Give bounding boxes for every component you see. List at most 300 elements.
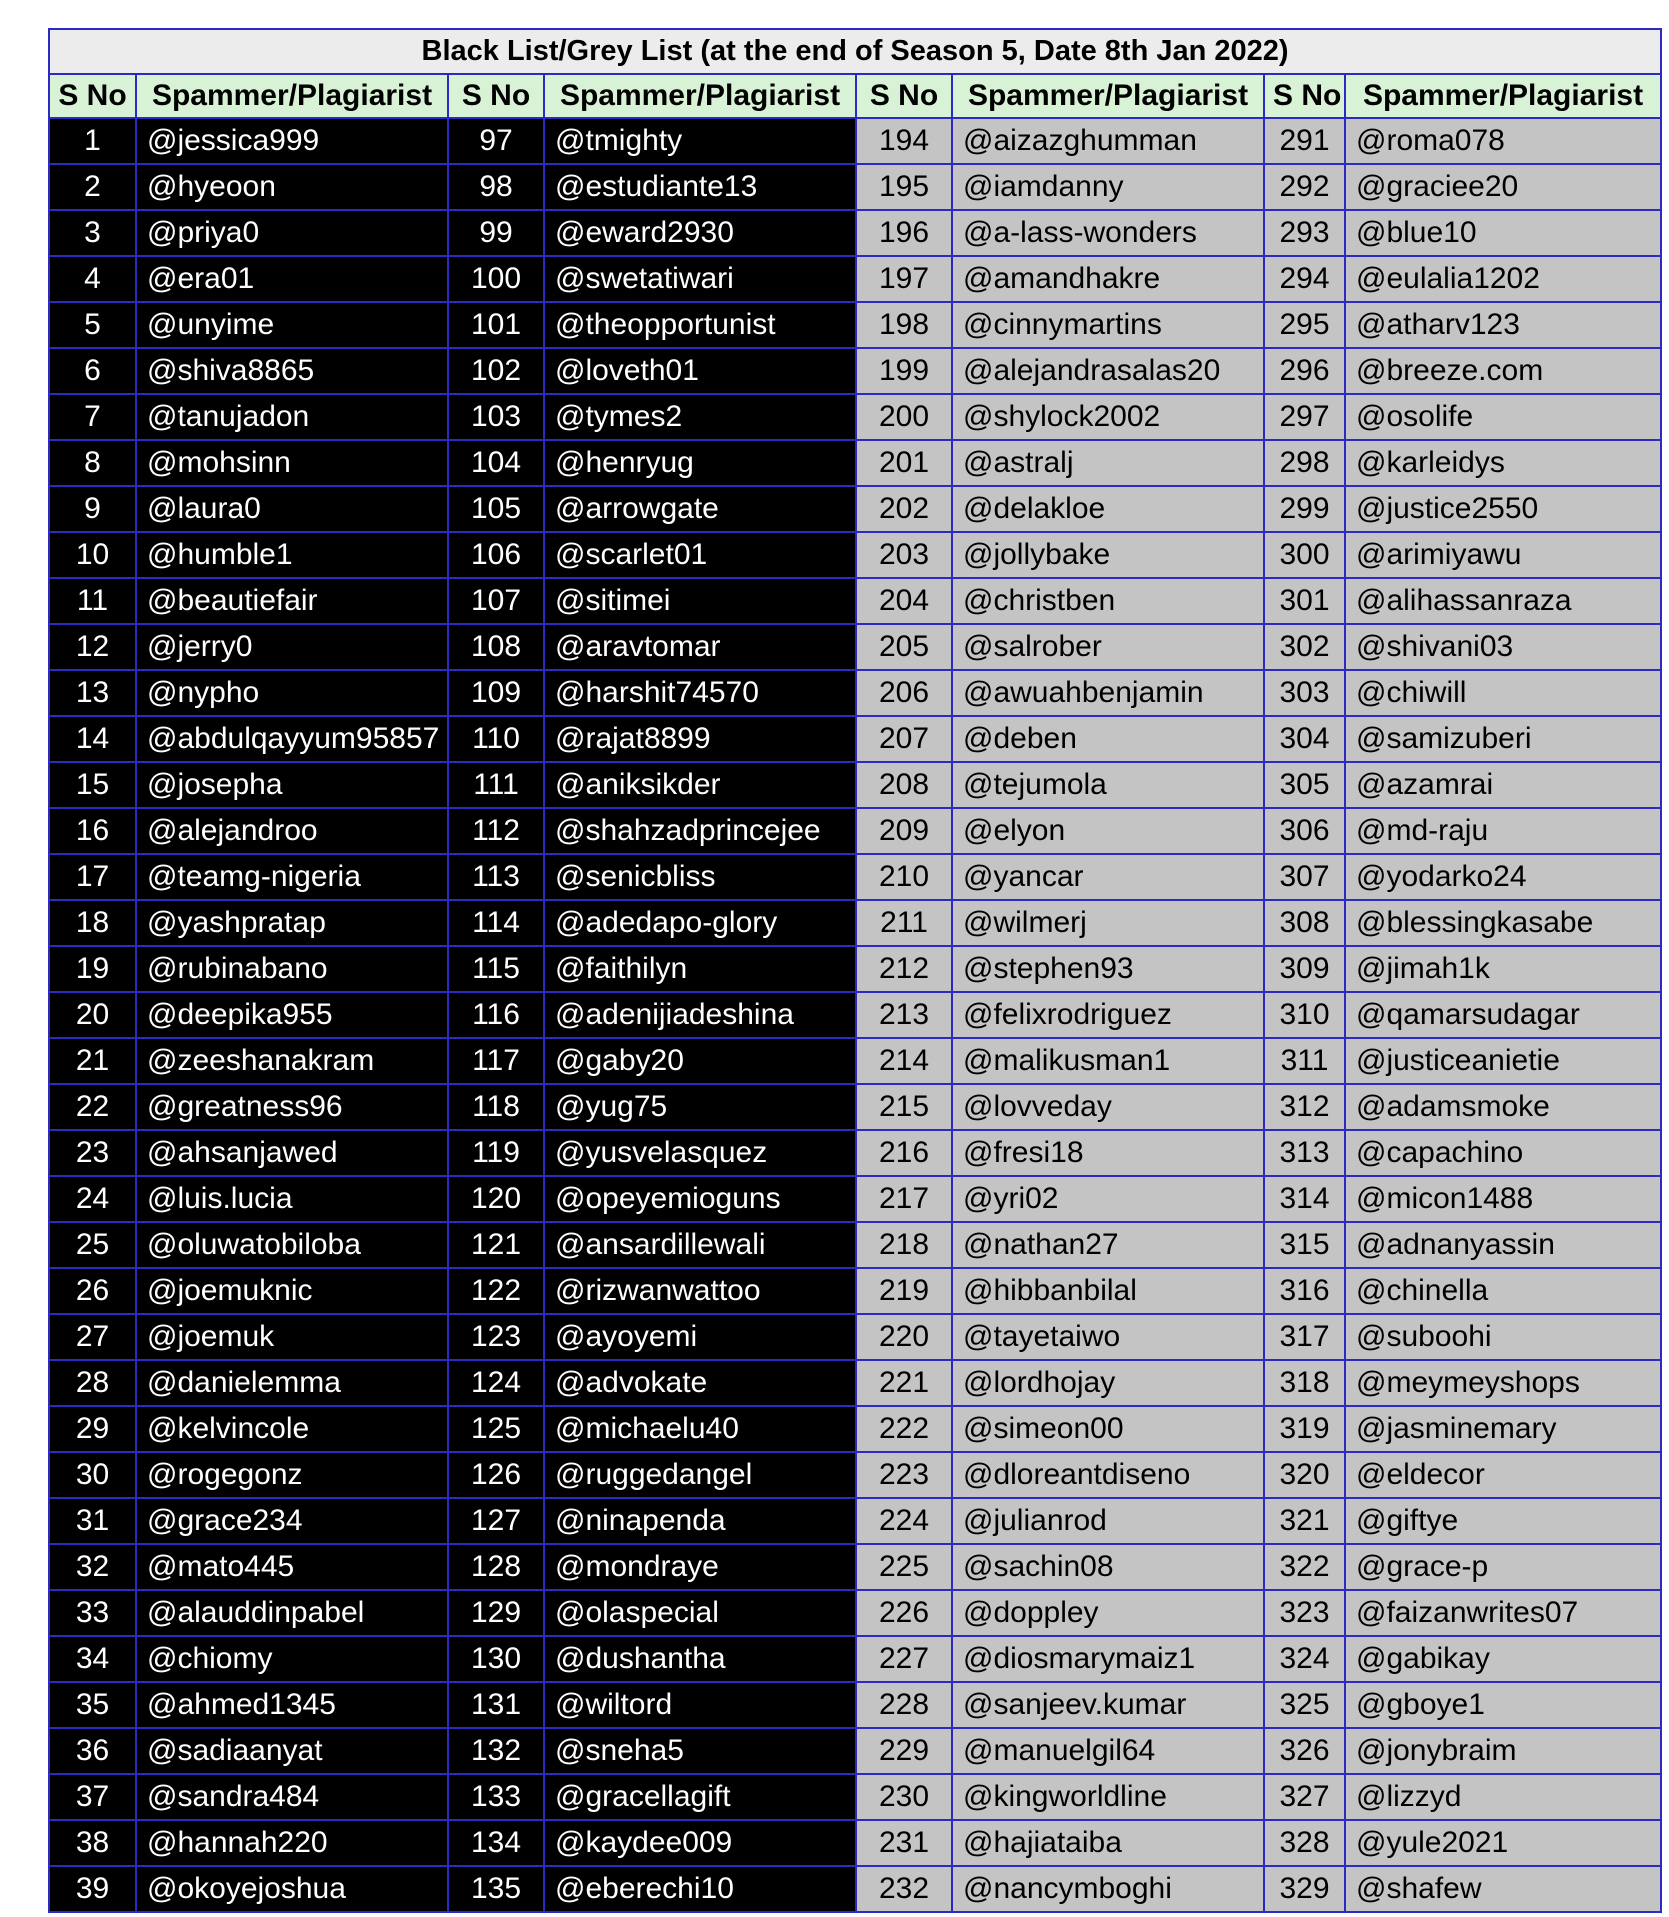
table-row	[49, 348, 1661, 394]
table-row	[49, 302, 1661, 348]
username-cell: @nathan27	[952, 1222, 1264, 1268]
serial-number-cell: 3	[49, 210, 136, 256]
username-cell: @delakloe	[952, 486, 1264, 532]
serial-number-cell: 307	[1264, 854, 1345, 900]
serial-number-cell: 26	[49, 1268, 136, 1314]
username-cell: @iamdanny	[952, 164, 1264, 210]
username-cell: @manuelgil64	[952, 1728, 1264, 1774]
serial-number-cell: 323	[1264, 1590, 1345, 1636]
username-cell: @kelvincole	[136, 1406, 448, 1452]
username-cell: @blue10	[1345, 210, 1661, 256]
username-cell: @a-lass-wonders	[952, 210, 1264, 256]
username-cell: @elyon	[952, 808, 1264, 854]
serial-number-cell: 221	[856, 1360, 952, 1406]
serial-number-cell: 98	[448, 164, 544, 210]
username-cell: @sanjeev.kumar	[952, 1682, 1264, 1728]
table-row	[49, 1590, 1661, 1636]
serial-number-cell: 19	[49, 946, 136, 992]
username-cell: @opeyemioguns	[544, 1176, 856, 1222]
serial-number-cell: 220	[856, 1314, 952, 1360]
table-row	[49, 1452, 1661, 1498]
serial-number-cell: 204	[856, 578, 952, 624]
serial-number-cell: 5	[49, 302, 136, 348]
username-cell: @micon1488	[1345, 1176, 1661, 1222]
serial-number-cell: 203	[856, 532, 952, 578]
table-row	[49, 394, 1661, 440]
serial-number-cell: 224	[856, 1498, 952, 1544]
serial-number-cell: 28	[49, 1360, 136, 1406]
username-cell: @rubinabano	[136, 946, 448, 992]
serial-number-cell: 6	[49, 348, 136, 394]
serial-number-cell: 327	[1264, 1774, 1345, 1820]
serial-number-cell: 316	[1264, 1268, 1345, 1314]
serial-number-cell: 325	[1264, 1682, 1345, 1728]
username-cell: @azamrai	[1345, 762, 1661, 808]
username-cell: @aravtomar	[544, 624, 856, 670]
username-cell: @sneha5	[544, 1728, 856, 1774]
serial-number-cell: 296	[1264, 348, 1345, 394]
username-cell: @humble1	[136, 532, 448, 578]
username-cell: @eulalia1202	[1345, 256, 1661, 302]
serial-number-cell: 314	[1264, 1176, 1345, 1222]
username-cell: @astralj	[952, 440, 1264, 486]
username-cell: @tanujadon	[136, 394, 448, 440]
header-sno: S No	[448, 74, 544, 118]
serial-number-cell: 4	[49, 256, 136, 302]
serial-number-cell: 32	[49, 1544, 136, 1590]
username-cell: @tmighty	[544, 118, 856, 164]
username-cell: @joemuknic	[136, 1268, 448, 1314]
serial-number-cell: 309	[1264, 946, 1345, 992]
username-cell: @estudiante13	[544, 164, 856, 210]
username-cell: @ayoyemi	[544, 1314, 856, 1360]
serial-number-cell: 329	[1264, 1866, 1345, 1912]
username-cell: @loveth01	[544, 348, 856, 394]
blacklist-sheet	[48, 28, 1660, 1913]
username-cell: @simeon00	[952, 1406, 1264, 1452]
username-cell: @deben	[952, 716, 1264, 762]
username-cell: @scarlet01	[544, 532, 856, 578]
serial-number-cell: 219	[856, 1268, 952, 1314]
username-cell: @chiomy	[136, 1636, 448, 1682]
username-cell: @capachino	[1345, 1130, 1661, 1176]
serial-number-cell: 99	[448, 210, 544, 256]
username-cell: @luis.lucia	[136, 1176, 448, 1222]
serial-number-cell: 196	[856, 210, 952, 256]
table-row	[49, 854, 1661, 900]
serial-number-cell: 202	[856, 486, 952, 532]
serial-number-cell: 317	[1264, 1314, 1345, 1360]
serial-number-cell: 121	[448, 1222, 544, 1268]
table-row	[49, 1130, 1661, 1176]
username-cell: @jimah1k	[1345, 946, 1661, 992]
serial-number-cell: 119	[448, 1130, 544, 1176]
username-cell: @justice2550	[1345, 486, 1661, 532]
serial-number-cell: 308	[1264, 900, 1345, 946]
serial-number-cell: 102	[448, 348, 544, 394]
table-row	[49, 210, 1661, 256]
title-row	[49, 29, 1661, 74]
serial-number-cell: 14	[49, 716, 136, 762]
table-row	[49, 900, 1661, 946]
serial-number-cell: 295	[1264, 302, 1345, 348]
serial-number-cell: 114	[448, 900, 544, 946]
serial-number-cell: 205	[856, 624, 952, 670]
username-cell: @theopportunist	[544, 302, 856, 348]
username-cell: @rajat8899	[544, 716, 856, 762]
username-cell: @era01	[136, 256, 448, 302]
username-cell: @tymes2	[544, 394, 856, 440]
serial-number-cell: 217	[856, 1176, 952, 1222]
username-cell: @nancymboghi	[952, 1866, 1264, 1912]
serial-number-cell: 103	[448, 394, 544, 440]
username-cell: @ansardillewali	[544, 1222, 856, 1268]
serial-number-cell: 105	[448, 486, 544, 532]
serial-number-cell: 18	[49, 900, 136, 946]
serial-number-cell: 106	[448, 532, 544, 578]
table-row	[49, 762, 1661, 808]
username-cell: @cinnymartins	[952, 302, 1264, 348]
serial-number-cell: 25	[49, 1222, 136, 1268]
username-cell: @suboohi	[1345, 1314, 1661, 1360]
serial-number-cell: 112	[448, 808, 544, 854]
username-cell: @harshit74570	[544, 670, 856, 716]
serial-number-cell: 230	[856, 1774, 952, 1820]
username-cell: @michaelu40	[544, 1406, 856, 1452]
serial-number-cell: 131	[448, 1682, 544, 1728]
username-cell: @mondraye	[544, 1544, 856, 1590]
serial-number-cell: 195	[856, 164, 952, 210]
username-cell: @felixrodriguez	[952, 992, 1264, 1038]
table-row	[49, 1268, 1661, 1314]
username-cell: @gaby20	[544, 1038, 856, 1084]
username-cell: @ruggedangel	[544, 1452, 856, 1498]
username-cell: @atharv123	[1345, 302, 1661, 348]
username-cell: @aizazghumman	[952, 118, 1264, 164]
serial-number-cell: 13	[49, 670, 136, 716]
username-cell: @danielemma	[136, 1360, 448, 1406]
table-row	[49, 1084, 1661, 1130]
serial-number-cell: 10	[49, 532, 136, 578]
serial-number-cell: 101	[448, 302, 544, 348]
serial-number-cell: 199	[856, 348, 952, 394]
serial-number-cell: 292	[1264, 164, 1345, 210]
username-cell: @jerry0	[136, 624, 448, 670]
username-cell: @yancar	[952, 854, 1264, 900]
serial-number-cell: 110	[448, 716, 544, 762]
username-cell: @josepha	[136, 762, 448, 808]
username-cell: @hannah220	[136, 1820, 448, 1866]
username-cell: @shivani03	[1345, 624, 1661, 670]
serial-number-cell: 134	[448, 1820, 544, 1866]
serial-number-cell: 37	[49, 1774, 136, 1820]
table-row	[49, 1176, 1661, 1222]
header-sno: S No	[49, 74, 136, 118]
username-cell: @christben	[952, 578, 1264, 624]
serial-number-cell: 293	[1264, 210, 1345, 256]
username-cell: @qamarsudagar	[1345, 992, 1661, 1038]
serial-number-cell: 223	[856, 1452, 952, 1498]
username-cell: @shahzadprincejee	[544, 808, 856, 854]
username-cell: @shiva8865	[136, 348, 448, 394]
username-cell: @senicbliss	[544, 854, 856, 900]
serial-number-cell: 129	[448, 1590, 544, 1636]
username-cell: @advokate	[544, 1360, 856, 1406]
serial-number-cell: 326	[1264, 1728, 1345, 1774]
username-cell: @nypho	[136, 670, 448, 716]
serial-number-cell: 208	[856, 762, 952, 808]
username-cell: @unyime	[136, 302, 448, 348]
username-cell: @chiwill	[1345, 670, 1661, 716]
username-cell: @chinella	[1345, 1268, 1661, 1314]
username-cell: @adnanyassin	[1345, 1222, 1661, 1268]
serial-number-cell: 310	[1264, 992, 1345, 1038]
username-cell: @arimiyawu	[1345, 532, 1661, 578]
username-cell: @jonybraim	[1345, 1728, 1661, 1774]
serial-number-cell: 8	[49, 440, 136, 486]
username-cell: @giftye	[1345, 1498, 1661, 1544]
table-row	[49, 992, 1661, 1038]
table-row	[49, 1498, 1661, 1544]
serial-number-cell: 123	[448, 1314, 544, 1360]
username-cell: @laura0	[136, 486, 448, 532]
serial-number-cell: 297	[1264, 394, 1345, 440]
serial-number-cell: 127	[448, 1498, 544, 1544]
serial-number-cell: 120	[448, 1176, 544, 1222]
username-cell: @grace234	[136, 1498, 448, 1544]
table-row	[49, 1636, 1661, 1682]
username-cell: @shylock2002	[952, 394, 1264, 440]
serial-number-cell: 232	[856, 1866, 952, 1912]
serial-number-cell: 17	[49, 854, 136, 900]
username-cell: @faizanwrites07	[1345, 1590, 1661, 1636]
table-row	[49, 1820, 1661, 1866]
serial-number-cell: 33	[49, 1590, 136, 1636]
serial-number-cell: 214	[856, 1038, 952, 1084]
serial-number-cell: 132	[448, 1728, 544, 1774]
header-name: Spammer/Plagiarist	[544, 74, 856, 118]
table-row	[49, 532, 1661, 578]
username-cell: @adenijiadeshina	[544, 992, 856, 1038]
username-cell: @sachin08	[952, 1544, 1264, 1590]
username-cell: @tejumola	[952, 762, 1264, 808]
table-row	[49, 946, 1661, 992]
serial-number-cell: 197	[856, 256, 952, 302]
serial-number-cell: 225	[856, 1544, 952, 1590]
username-cell: @rizwanwattoo	[544, 1268, 856, 1314]
serial-number-cell: 2	[49, 164, 136, 210]
username-cell: @yri02	[952, 1176, 1264, 1222]
serial-number-cell: 298	[1264, 440, 1345, 486]
table-row	[49, 716, 1661, 762]
serial-number-cell: 27	[49, 1314, 136, 1360]
serial-number-cell: 322	[1264, 1544, 1345, 1590]
username-cell: @wiltord	[544, 1682, 856, 1728]
serial-number-cell: 315	[1264, 1222, 1345, 1268]
serial-number-cell: 222	[856, 1406, 952, 1452]
username-cell: @sadiaanyat	[136, 1728, 448, 1774]
username-cell: @olaspecial	[544, 1590, 856, 1636]
username-cell: @arrowgate	[544, 486, 856, 532]
username-cell: @lizzyd	[1345, 1774, 1661, 1820]
serial-number-cell: 20	[49, 992, 136, 1038]
serial-number-cell: 21	[49, 1038, 136, 1084]
serial-number-cell: 7	[49, 394, 136, 440]
serial-number-cell: 116	[448, 992, 544, 1038]
username-cell: @yusvelasquez	[544, 1130, 856, 1176]
username-cell: @dushantha	[544, 1636, 856, 1682]
serial-number-cell: 209	[856, 808, 952, 854]
username-cell: @yule2021	[1345, 1820, 1661, 1866]
serial-number-cell: 108	[448, 624, 544, 670]
serial-number-cell: 39	[49, 1866, 136, 1912]
username-cell: @sandra484	[136, 1774, 448, 1820]
table-row	[49, 1866, 1661, 1912]
username-cell: @aniksikder	[544, 762, 856, 808]
username-cell: @graciee20	[1345, 164, 1661, 210]
username-cell: @hyeoon	[136, 164, 448, 210]
serial-number-cell: 115	[448, 946, 544, 992]
serial-number-cell: 12	[49, 624, 136, 670]
serial-number-cell: 128	[448, 1544, 544, 1590]
serial-number-cell: 328	[1264, 1820, 1345, 1866]
username-cell: @alihassanraza	[1345, 578, 1661, 624]
table-row	[49, 670, 1661, 716]
serial-number-cell: 227	[856, 1636, 952, 1682]
username-cell: @yodarko24	[1345, 854, 1661, 900]
serial-number-cell: 29	[49, 1406, 136, 1452]
serial-number-cell: 126	[448, 1452, 544, 1498]
username-cell: @okoyejoshua	[136, 1866, 448, 1912]
serial-number-cell: 11	[49, 578, 136, 624]
username-cell: @rogegonz	[136, 1452, 448, 1498]
username-cell: @eward2930	[544, 210, 856, 256]
serial-number-cell: 200	[856, 394, 952, 440]
serial-number-cell: 312	[1264, 1084, 1345, 1130]
serial-number-cell: 9	[49, 486, 136, 532]
serial-number-cell: 306	[1264, 808, 1345, 854]
username-cell: @jessica999	[136, 118, 448, 164]
username-cell: @kaydee009	[544, 1820, 856, 1866]
serial-number-cell: 299	[1264, 486, 1345, 532]
serial-number-cell: 313	[1264, 1130, 1345, 1176]
serial-number-cell: 31	[49, 1498, 136, 1544]
username-cell: @faithilyn	[544, 946, 856, 992]
serial-number-cell: 118	[448, 1084, 544, 1130]
username-cell: @greatness96	[136, 1084, 448, 1130]
username-cell: @henryug	[544, 440, 856, 486]
username-cell: @amandhakre	[952, 256, 1264, 302]
username-cell: @gabikay	[1345, 1636, 1661, 1682]
serial-number-cell: 294	[1264, 256, 1345, 302]
serial-number-cell: 212	[856, 946, 952, 992]
serial-number-cell: 125	[448, 1406, 544, 1452]
serial-number-cell: 35	[49, 1682, 136, 1728]
serial-number-cell: 124	[448, 1360, 544, 1406]
serial-number-cell: 303	[1264, 670, 1345, 716]
serial-number-cell: 213	[856, 992, 952, 1038]
serial-number-cell: 231	[856, 1820, 952, 1866]
serial-number-cell: 100	[448, 256, 544, 302]
username-cell: @salrober	[952, 624, 1264, 670]
username-cell: @mato445	[136, 1544, 448, 1590]
username-cell: @lovveday	[952, 1084, 1264, 1130]
username-cell: @samizuberi	[1345, 716, 1661, 762]
username-cell: @adedapo-glory	[544, 900, 856, 946]
table-row	[49, 1222, 1661, 1268]
username-cell: @deepika955	[136, 992, 448, 1038]
username-cell: @hajiataiba	[952, 1820, 1264, 1866]
serial-number-cell: 228	[856, 1682, 952, 1728]
serial-number-cell: 291	[1264, 118, 1345, 164]
username-cell: @roma078	[1345, 118, 1661, 164]
username-cell: @kingworldline	[952, 1774, 1264, 1820]
table-row	[49, 440, 1661, 486]
table-title: Black List/Grey List (at the end of Season 5, Date 8th Jan 2022)	[49, 29, 1661, 74]
username-cell: @ahsanjawed	[136, 1130, 448, 1176]
serial-number-cell: 318	[1264, 1360, 1345, 1406]
serial-number-cell: 97	[448, 118, 544, 164]
table-row	[49, 256, 1661, 302]
username-cell: @stephen93	[952, 946, 1264, 992]
serial-number-cell: 30	[49, 1452, 136, 1498]
serial-number-cell: 320	[1264, 1452, 1345, 1498]
blacklist-table	[48, 28, 1662, 1913]
serial-number-cell: 319	[1264, 1406, 1345, 1452]
serial-number-cell: 111	[448, 762, 544, 808]
table-row	[49, 118, 1661, 164]
serial-number-cell: 302	[1264, 624, 1345, 670]
table-row	[49, 1360, 1661, 1406]
username-cell: @yug75	[544, 1084, 856, 1130]
username-cell: @karleidys	[1345, 440, 1661, 486]
username-cell: @awuahbenjamin	[952, 670, 1264, 716]
serial-number-cell: 15	[49, 762, 136, 808]
serial-number-cell: 304	[1264, 716, 1345, 762]
header-name: Spammer/Plagiarist	[1345, 74, 1661, 118]
table-row	[49, 624, 1661, 670]
serial-number-cell: 300	[1264, 532, 1345, 578]
serial-number-cell: 107	[448, 578, 544, 624]
serial-number-cell: 215	[856, 1084, 952, 1130]
username-cell: @osolife	[1345, 394, 1661, 440]
username-cell: @priya0	[136, 210, 448, 256]
serial-number-cell: 1	[49, 118, 136, 164]
header-name: Spammer/Plagiarist	[952, 74, 1264, 118]
username-cell: @dloreantdiseno	[952, 1452, 1264, 1498]
username-cell: @ninapenda	[544, 1498, 856, 1544]
username-cell: @jasminemary	[1345, 1406, 1661, 1452]
serial-number-cell: 117	[448, 1038, 544, 1084]
serial-number-cell: 113	[448, 854, 544, 900]
serial-number-cell: 24	[49, 1176, 136, 1222]
username-cell: @alejandroo	[136, 808, 448, 854]
username-cell: @meymeyshops	[1345, 1360, 1661, 1406]
username-cell: @teamg-nigeria	[136, 854, 448, 900]
serial-number-cell: 301	[1264, 578, 1345, 624]
serial-number-cell: 133	[448, 1774, 544, 1820]
username-cell: @ahmed1345	[136, 1682, 448, 1728]
serial-number-cell: 216	[856, 1130, 952, 1176]
username-cell: @blessingkasabe	[1345, 900, 1661, 946]
username-cell: @jollybake	[952, 532, 1264, 578]
serial-number-cell: 34	[49, 1636, 136, 1682]
username-cell: @gracellagift	[544, 1774, 856, 1820]
username-cell: @zeeshanakram	[136, 1038, 448, 1084]
username-cell: @breeze.com	[1345, 348, 1661, 394]
username-cell: @mohsinn	[136, 440, 448, 486]
username-cell: @md-raju	[1345, 808, 1661, 854]
